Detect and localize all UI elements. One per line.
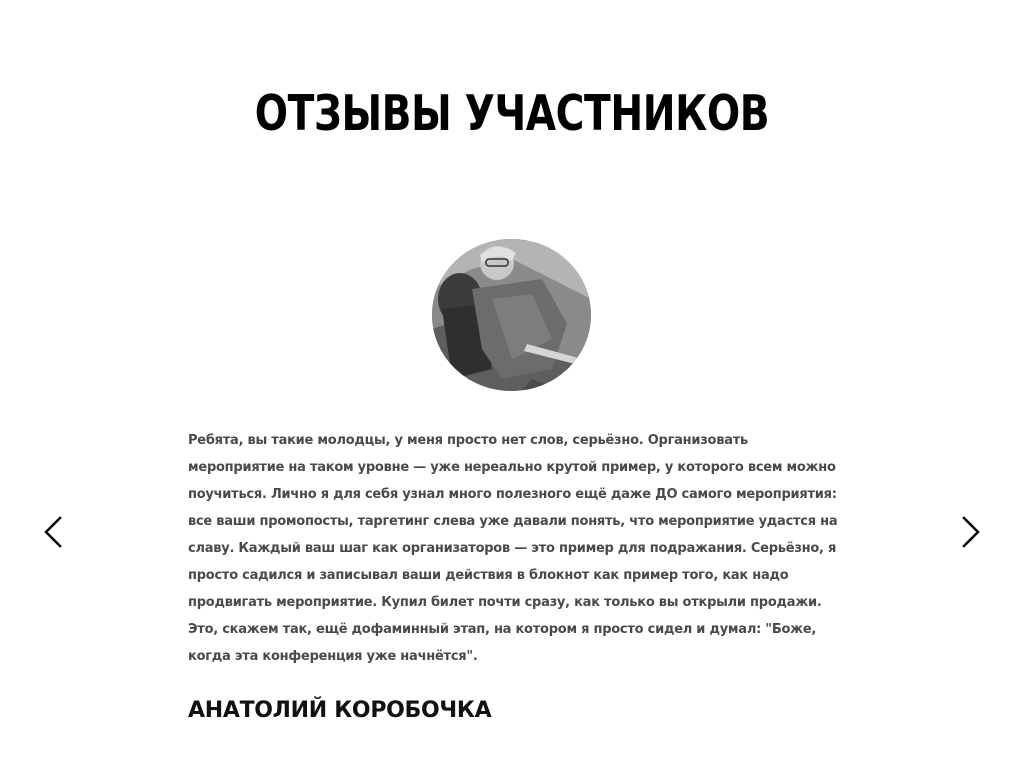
slider-next-button[interactable] [950,513,990,553]
chevron-right-icon [950,513,990,553]
section-title: ОТЗЫВЫ УЧАСТНИКОВ [254,85,770,142]
slider-prev-button[interactable] [34,513,74,553]
reviewer-photo [432,239,591,391]
reviewer-avatar [432,239,591,391]
chevron-left-icon [34,513,74,553]
review-author: АНАТОЛИЙ КОРОБОЧКА [188,698,492,723]
review-text: Ребята, вы такие молодцы, у меня просто нет слов, серьёзно. Организовать мероприятие на таком уровне — уже нереально крутой пример, у которого всем можно поучиться. Лично я для себя узнал много полезного ещё даже ДО самого мероприятия: все ваши промопосты, таргетинг слева уже давали понять, что мероприятие удастся на славу. Каждый ваш шаг как организаторов — это пример для подражания. Серьёзно, я просто садился и записывал ваши действия в блокнот как пример того, как надо продвигать мероприятие. Купил билет почти сразу, как только вы открыли продажи. Это, скажем так, ещё дофаминный этап, на котором я просто сидел и думал: "Боже, когда эта конференция уже начнётся". [188,433,838,664]
